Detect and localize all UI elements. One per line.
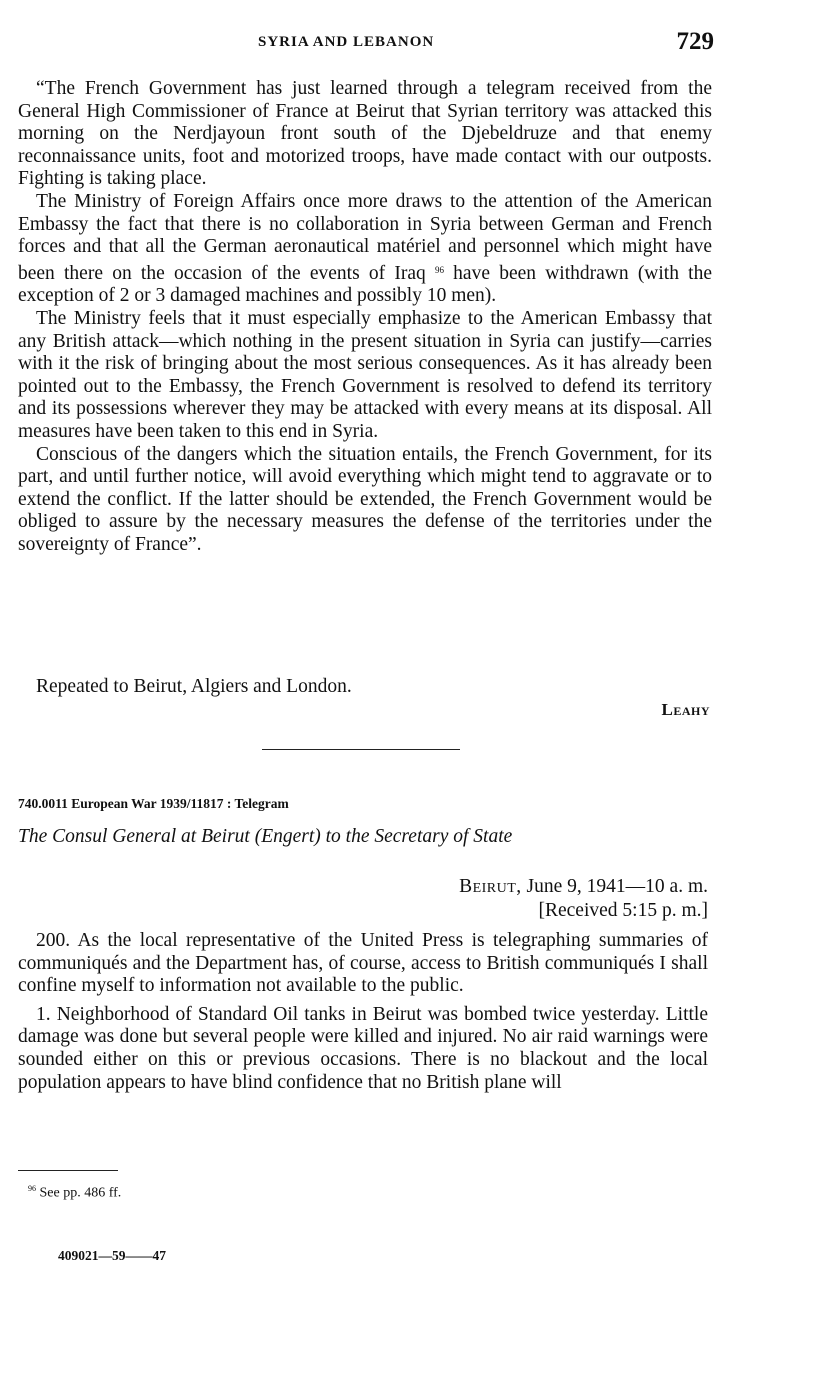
running-head: SYRIA AND LEBANON — [258, 34, 435, 50]
telegram-body — [18, 930, 708, 1100]
footnote-marker: 96 — [28, 1184, 36, 1193]
paragraph-3: The Ministry feels that it must especially emphasize to the American Embassy that any British attack—which nothing in the present situation in Syria can justify—carries with it the risk of bringing about the most serious consequences. As it has already been pointed out to the Embassy, the French Government is resolved to defend its territory and its possessions wherever they may be attacked with every means at its disposal. All measures have been taken to this end in Syria. — [18, 307, 712, 442]
paragraph-4: Conscious of the dangers which the situation entails, the French Government, for its part, and until further notice, will avoid everything which might tend to aggravate or to extend the conflict. If the latter should be extended, the French Government would be obliged to assure by the necessary measures the defense of the territories under the sovereignty of France”. — [18, 443, 712, 555]
dateline-date: June 9, 1941—10 a. m. — [521, 876, 708, 897]
page-number: 729 — [676, 28, 714, 55]
file-number: 740.0011 European War 1939/11817 : Telegram — [18, 796, 289, 811]
letter-body — [18, 78, 712, 556]
telegram-paragraph-1: 200. As the local representative of the United Press is telegraphing summaries of communiqués and the Department has, of course, access to British communiqués I shall confine myself to information not available to the public. — [18, 930, 708, 997]
received-time: [Received 5:15 p. m.] — [538, 900, 708, 921]
paragraph-1: “The French Government has just learned through a telegram received from the General High Commissioner of France at Beirut that Syrian territory was attacked this morning on the Nerdjayoun front south of the Djebeldruze and that enemy reconnaissance units, foot and motorized troops, have made contact with our outposts. Fighting is taking place. — [18, 78, 712, 190]
footnote-rule — [18, 1170, 118, 1171]
footnote — [28, 1184, 121, 1202]
footnote-text: See pp. 486 ff. — [36, 1185, 122, 1201]
dateline-place: Beirut, — [459, 876, 522, 897]
telegram-paragraph-2: 1. Neighborhood of Standard Oil tanks in Beirut was bombed twice yesterday. Little damage was done but several people were killed and injured. No air raid warnings were sounded either on this or previous occasions. There is no blackout and the local population appears to have blind confidence that no British plane will — [18, 1003, 708, 1093]
footnote-reference: 96 — [434, 264, 444, 275]
dateline — [459, 876, 708, 898]
signature: Leahy — [661, 700, 710, 719]
paragraph-2 — [18, 191, 712, 308]
printer-code: 409021—59——47 — [58, 1248, 166, 1263]
document-title: The Consul General at Beirut (Engert) to the Secretary of State — [18, 826, 513, 847]
section-divider — [262, 749, 460, 750]
repeated-note: Repeated to Beirut, Algiers and London. — [36, 676, 352, 697]
paragraph-2-tail: have been withdrawn (with the exception of 2 or 3 damaged machines and possibly 10 men). — [18, 262, 713, 307]
paragraph-2-text: The Ministry of Foreign Affairs once more draws to the attention of the American Embassy the fact that there is no collaboration in Syria between German and French forces and that all the German aeronautical matériel and personnel which might have been there on the occasion of the events of Iraq — [18, 190, 712, 284]
